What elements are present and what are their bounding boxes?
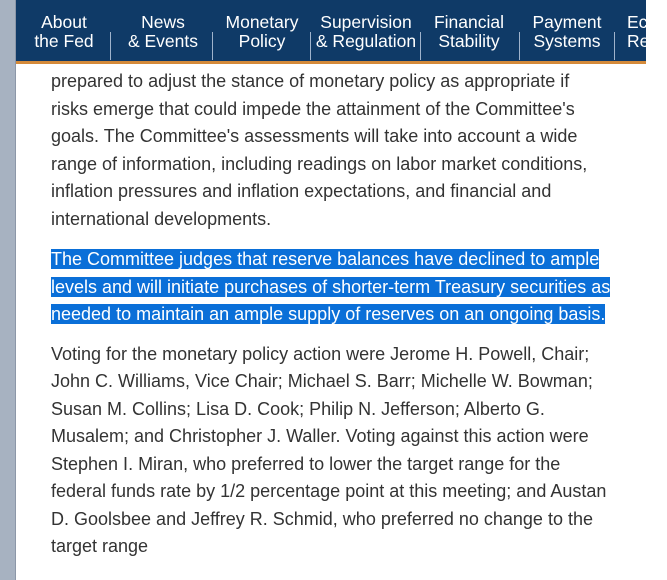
nav-financial-line2: Stability <box>438 30 500 51</box>
nav-payment-line1: Payment <box>532 12 602 32</box>
nav-supervision-regulation[interactable] <box>314 13 418 50</box>
nav-monetary-policy[interactable] <box>223 13 301 50</box>
nav-payment-systems[interactable] <box>529 13 605 50</box>
nav-separator <box>614 32 615 60</box>
nav-separator <box>310 32 311 60</box>
nav-monetary-line2: Policy <box>238 30 286 51</box>
article-paragraph: Voting for the monetary policy action were Jerome H. Powell, Chair; John C. Williams, Vice Chair; Michael S. Barr; Michelle W. Bowman; Susan M. Collins; Lisa D. Cook; Philip N. Jefferson; Alberto G. Musalem; and Christopher J. Waller. Voting against this action were Stephen I. Miran, who preferred to lower the target range for the federal funds rate by 1/2 percentage point at this meeting; and Austan D. Goolsbee and Jeffrey R. Schmid, who preferred no change to the target range <box>51 343 607 556</box>
text-selection-highlight: The Committee judges that reserve balances have declined to ample levels and will initiate purchases of shorter-term Treasury securities as needed to maintain an ample supply of reserves on an ongoing basis. <box>51 249 611 324</box>
main-navigation-bar <box>16 0 650 64</box>
nav-news-events[interactable] <box>126 13 200 50</box>
page-left-margin <box>0 0 16 580</box>
nav-payment-line2: Systems <box>533 30 601 51</box>
article-body <box>51 68 611 561</box>
nav-news-line1: News <box>141 12 185 32</box>
article-paragraph-selected <box>51 246 611 329</box>
nav-about-line1: About <box>41 12 87 32</box>
nav-separator <box>519 32 520 60</box>
nav-news-line2: & Events <box>127 30 199 51</box>
nav-about-line2: the Fed <box>34 30 94 51</box>
nav-financial-stability[interactable] <box>430 13 508 50</box>
nav-financial-line1: Financial <box>433 12 505 32</box>
nav-economic-research[interactable] <box>627 13 667 50</box>
nav-economic-line1: Ec <box>627 12 648 32</box>
nav-about-the-fed[interactable] <box>33 13 95 50</box>
nav-supervision-line1: Supervision <box>320 12 412 32</box>
nav-economic-line2: Re <box>627 30 650 51</box>
article-paragraph: prepared to adjust the stance of monetary policy as appropriate if risks emerge that could impede the attainment of the Committee's goals. The Committee's assessments will take into account a wide range of information, including readings on labor market conditions, inflation pressures and inflation expectations, and financial and international developments. <box>51 71 588 229</box>
nav-separator <box>420 32 421 60</box>
nav-supervision-line2: & Regulation <box>315 30 417 51</box>
nav-monetary-line1: Monetary <box>225 12 299 32</box>
nav-separator <box>212 32 213 60</box>
nav-separator <box>110 32 111 60</box>
